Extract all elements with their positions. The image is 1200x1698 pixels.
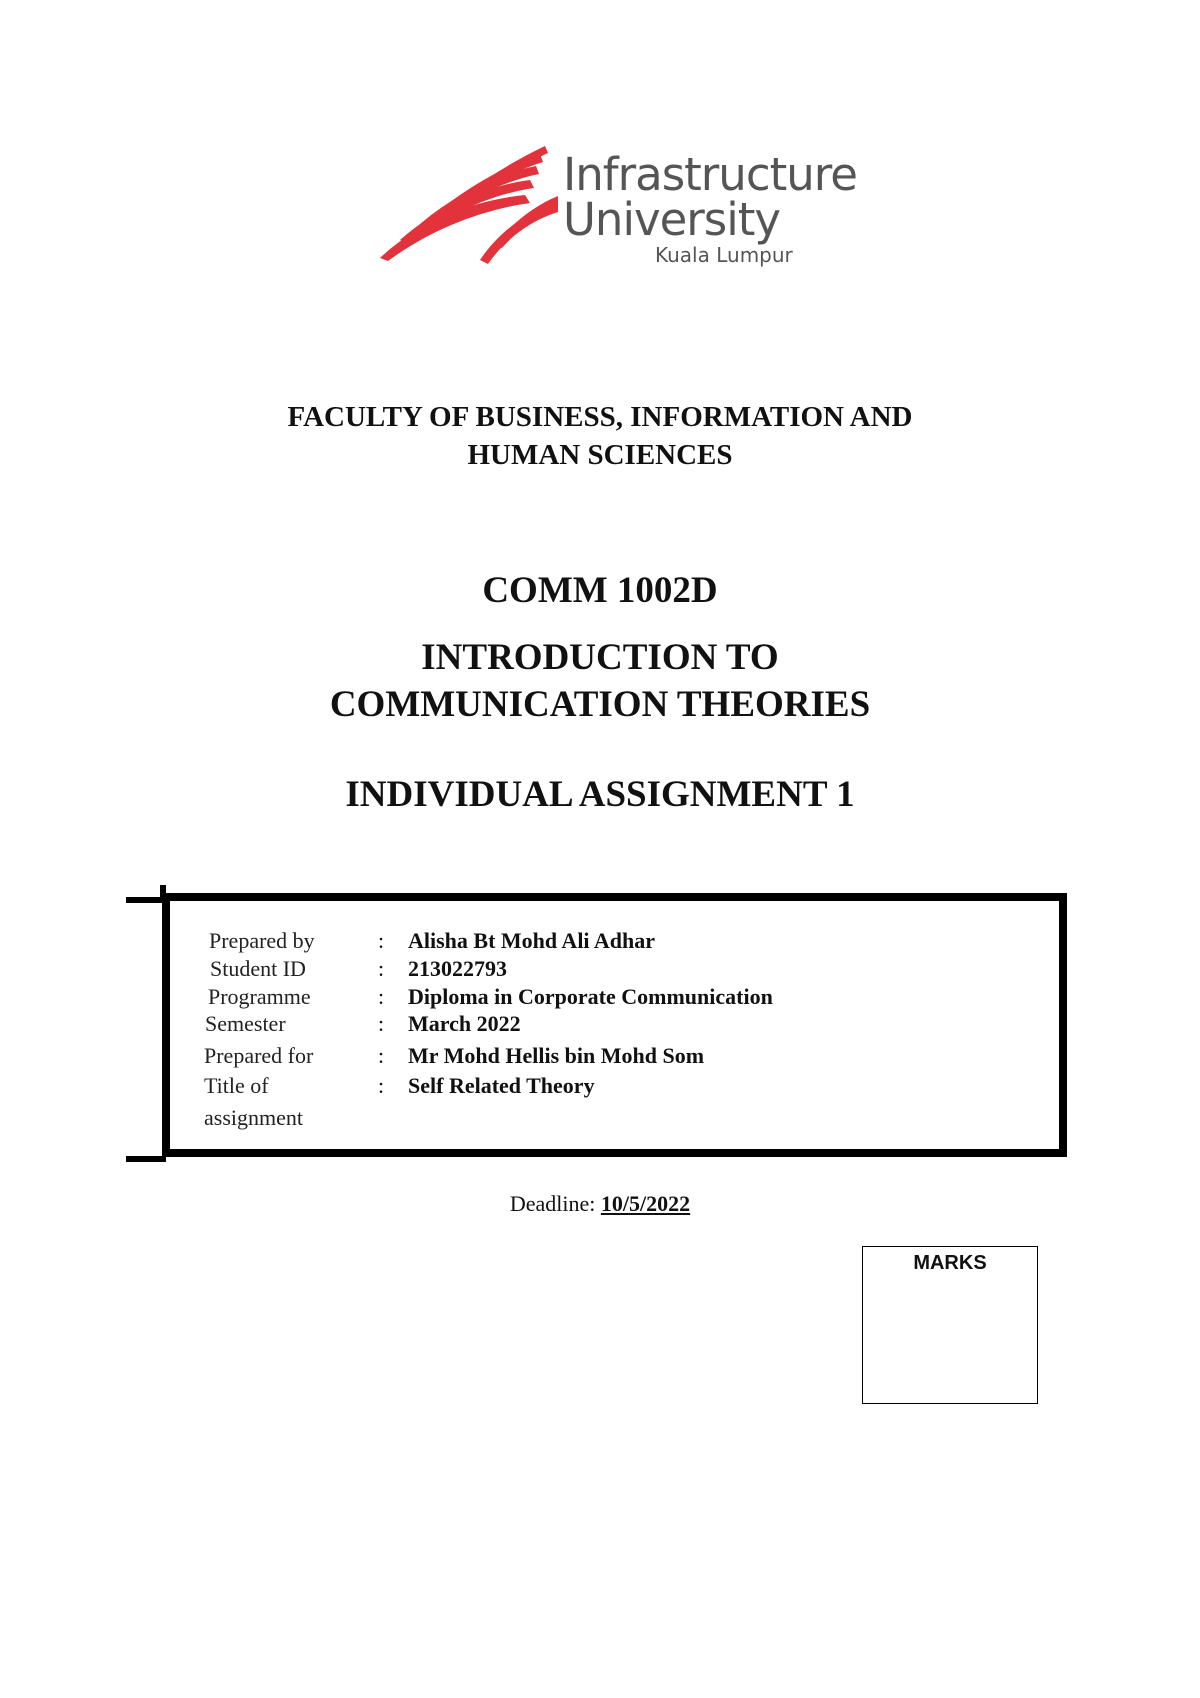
- title-label-line2: assignment: [204, 1105, 303, 1130]
- separator: :: [378, 1073, 385, 1098]
- semester-value: March 2022: [408, 1011, 521, 1036]
- programme-value: Diploma in Corporate Communication: [408, 984, 773, 1009]
- course-code: COMM 1002D: [482, 570, 718, 611]
- marks-box: [862, 1246, 1038, 1404]
- course-title-line1: INTRODUCTION TO: [421, 637, 779, 678]
- separator: :: [378, 1011, 385, 1036]
- box-tick-bottom: [126, 1156, 166, 1162]
- separator: :: [378, 984, 385, 1009]
- deadline-date: 10/5/2022: [600, 1191, 691, 1216]
- deadline-label: Deadline:: [509, 1191, 601, 1216]
- programme-label: Programme: [208, 984, 311, 1009]
- assignment-title: INDIVIDUAL ASSIGNMENT 1: [345, 774, 855, 815]
- title-label-line1: Title of: [204, 1073, 269, 1098]
- prepared-for-value: Mr Mohd Hellis bin Mohd Som: [408, 1043, 705, 1068]
- marks-label: MARKS: [913, 1252, 987, 1274]
- faculty-heading: [0, 398, 1200, 474]
- title-value: Self Related Theory: [408, 1073, 595, 1098]
- deadline: [0, 1190, 1200, 1218]
- faculty-line1: FACULTY OF BUSINESS, INFORMATION AND: [287, 401, 913, 433]
- semester-label: Semester: [205, 1011, 286, 1036]
- book-swoosh-icon: [380, 140, 560, 265]
- prepared-by-value: Alisha Bt Mohd Ali Adhar: [408, 928, 655, 953]
- separator: :: [378, 928, 385, 953]
- logo-name-line1: Infrastructure: [563, 148, 857, 201]
- course-title: [0, 634, 1200, 728]
- logo-subtitle: Kuala Lumpur: [655, 243, 793, 267]
- logo-name-line2: University: [563, 193, 780, 246]
- separator: :: [378, 956, 385, 981]
- prepared-by-label: Prepared by: [209, 928, 315, 953]
- student-id-value: 213022793: [408, 956, 507, 981]
- university-logo: [395, 140, 885, 275]
- student-id-label: Student ID: [210, 956, 306, 981]
- box-tick-top: [126, 897, 166, 903]
- separator: :: [378, 1043, 385, 1068]
- course-title-line2: COMMUNICATION THEORIES: [329, 684, 871, 725]
- prepared-for-label: Prepared for: [204, 1043, 314, 1068]
- faculty-line2: HUMAN SCIENCES: [467, 439, 733, 471]
